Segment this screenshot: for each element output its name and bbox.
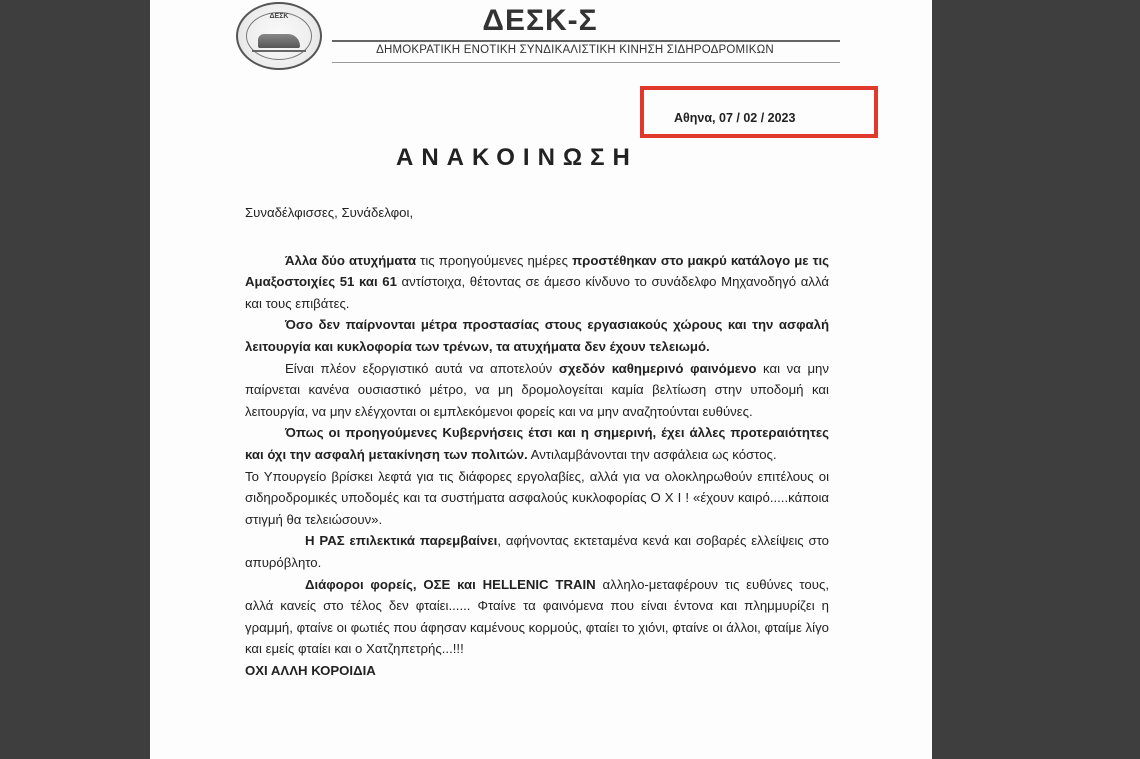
p4-text-1: Αντιλαμβάνονται την ασφάλεια ως κόστος. <box>527 446 777 462</box>
paragraph-6 <box>245 530 829 573</box>
train-icon <box>258 34 300 48</box>
organization-title: ΔΕΣΚ-Σ <box>482 4 598 37</box>
document-heading: ΑΝΑΚΟΙΝΩΣΗ <box>396 144 638 171</box>
paragraph-3 <box>245 358 829 423</box>
paragraph-8: ΟΧΙ ΑΛΛΗ ΚΟΡΟΙΔΙΑ <box>245 662 376 678</box>
rail-line <box>252 50 306 52</box>
organization-subtitle: ΔΗΜΟΚΡΑΤΙΚΗ ΕΝΟΤΙΚΗ ΣΥΝΔΙΚΑΛΙΣΤΙΚΗ ΚΙΝΗΣΗ ΣΙΔΗΡΟΔΡΟΜΙΚΩΝ <box>376 44 774 56</box>
p3-text-1: Είναι πλέον εξοργιστικό αυτά να αποτελούν <box>285 360 559 376</box>
paragraph-2: Όσο δεν παίρνονται μέτρα προστασίας στους εργασιακούς χώρους και την ασφαλή λειτουργία και κυκλοφορία των τρένων, τα ατυχήματα δεν έχουν τελειωμό. <box>245 317 829 354</box>
greeting: Συναδέλφισσες, Συνάδελφοι, <box>245 205 414 220</box>
p6-text-1: , αφήνοντας εκτεταμένα κενά και σοβαρές ελλείψεις στο απυρόβλητο. <box>245 533 829 570</box>
p3-text-2: και να μην παίρνεται κανένα ουσιαστικό μέτρο, να μη δρομολογείται καμία βελτίωση στην υποδομή και λειτουργία, να μην ελέγχονται οι εμπλεκόμενοι φορείς και να μην αναζητούνται ευθύνες. <box>245 360 829 419</box>
p4-bold-1: Όπως οι προηγούμενες Κυβερνήσεις έτσι και η σημερινή, έχει άλλες προτεραιότητες και όχι την ασφαλή μετακίνηση των πολιτών. <box>245 425 829 462</box>
p1-bold-1: Άλλα δύο ατυχήματα <box>285 252 417 268</box>
p3-bold-1: σχεδόν καθημερινό φαινόμενο <box>558 360 757 376</box>
paragraph-5: Το Υπουργείο βρίσκει λεφτά για τις διάφορες εργολαβίες, αλλά για να ολοκληρωθούν επιτέλους οι σιδηροδρομικές υποδομές και τα συστήματα ασφαλούς κυκλοφορίας Ο Χ Ι ! «έχουν καιρό.....κάποια στιγμή θα τελειώσουν». <box>245 468 829 527</box>
paragraph-1 <box>245 250 829 315</box>
logo-label: ΔΕΣΚ <box>269 13 289 20</box>
header-divider <box>332 40 840 42</box>
p7-bold-1: Διάφοροι φορείς, ΟΣΕ και HELLENIC TRAIN <box>305 576 596 592</box>
organization-logo <box>236 2 322 70</box>
header-divider-lower <box>332 62 840 63</box>
date-line: Αθηνα, 07 / 02 / 2023 <box>674 111 796 125</box>
p7-text-1: αλληλο-μεταφέρουν τις ευθύνες τους, αλλά κανείς στο τέλος δεν φταίει...... Φταίνε τα φαινόμενα που είναι έντονα και πλημμυρίζει η γραμμή, φταίνε οι φωτιές που άφησαν καμένους κορμούς, φταίει το χιόνι, φταίνε οι άλλοι, φταίμε λίγο και εμείς φταίει και ο Χατζηπετρής...!!! <box>245 576 829 657</box>
p1-bold-2: προστέθηκαν στο μακρύ κατάλογο με τις Αμαξοστοιχίες 51 και 61 <box>245 252 829 290</box>
date-highlight-box <box>640 86 878 138</box>
document-body <box>245 202 829 681</box>
p1-text-1: τις προηγούμενες ημέρες <box>416 252 573 268</box>
p6-bold-1: Η ΡΑΣ επιλεκτικά παρεμβαίνει <box>305 533 498 549</box>
p1-text-2: αντίστοιχα, θέτοντας σε άμεσο κίνδυνο το συνάδελφο Μηχανοδηγό αλλά και τους επιβάτες. <box>245 274 829 311</box>
paragraph-7 <box>245 574 829 660</box>
paragraph-4 <box>245 422 829 465</box>
document-page <box>150 0 932 759</box>
